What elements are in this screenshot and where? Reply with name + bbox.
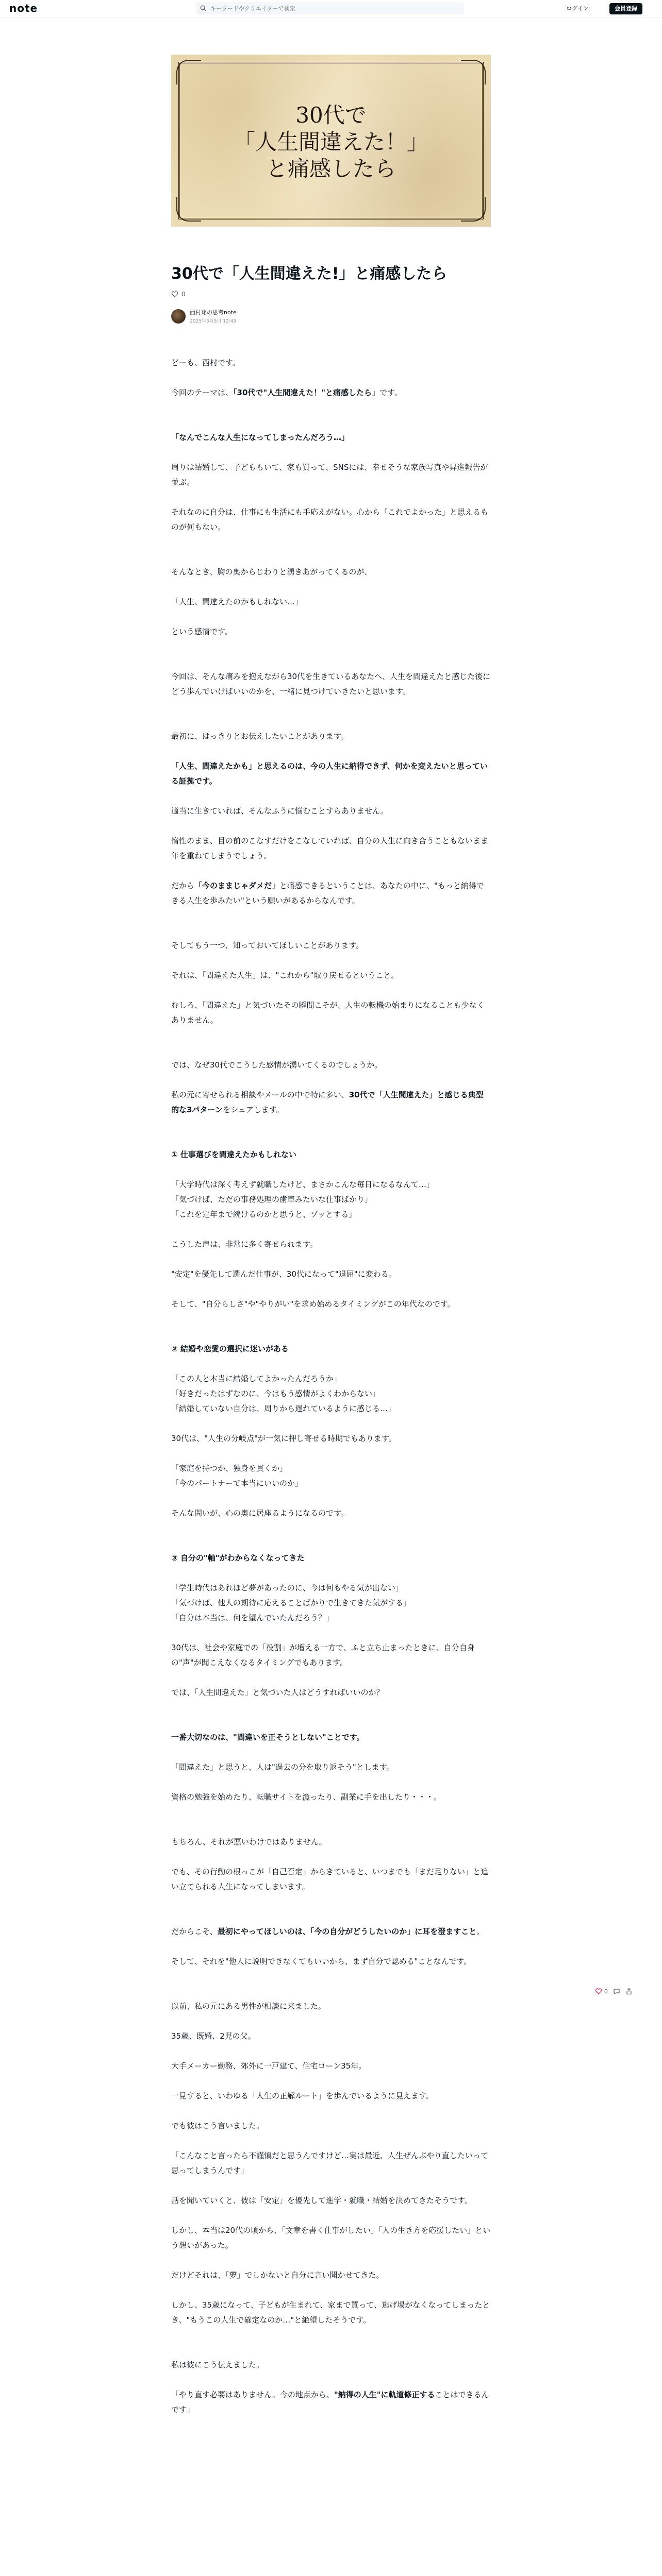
paragraph: 周りは結婚して、子どももいて、家も買って、SNSには、幸せそうな家族写真や昇進報告が並ぶ。	[171, 463, 488, 487]
quote-line: 「気づけば、他人の期待に応えることばかりで生きてきた気がする」	[171, 1598, 411, 1607]
paragraph: だから「今のままじゃダメだ」と痛感できるということは、あなたの中に、"もっと納得できる人生を歩みたい"という願いがあるからなんです。	[171, 881, 484, 905]
top-header	[0, 0, 662, 18]
article-title: 30代で「人生間違えた!」と痛感したら	[171, 265, 448, 283]
quote-line: 「学生時代はあれほど夢があったのに、今は何もやる気が出ない」	[171, 1583, 403, 1592]
post-date: 2025年3月5日 12:43	[190, 319, 237, 324]
paragraph: 一見すると、いわゆる「人生の正解ルート」を歩んでいるように見えます。	[171, 2091, 434, 2100]
paragraph: 「人生、間違えたのかもしれない…」	[171, 597, 303, 606]
author-row[interactable]	[171, 308, 237, 324]
paragraph: むしろ、「間違えた」と気づいたその瞬間こそが、人生の転機の始まりになることも少なくありません。	[171, 1001, 485, 1025]
paragraph: 惰性のまま、目の前のこなすだけをこなしていれば、自分の人生に向き合うこともないまま年を重ねてしまうでしょう。	[171, 836, 489, 860]
signup-button[interactable]: 会員登録	[609, 3, 642, 14]
paragraph-bold: 「人生、間違えたかも」と思えるのは、今の人生に納得できず、何かを変えたいと思っている証拠です。	[171, 761, 488, 786]
paragraph: そんなとき、胸の奥からじわりと湧きあがってくるのが、	[171, 567, 372, 577]
paragraph: 30代は、社会や家庭での「役割」が増える一方で、ふと立ち止まったときに、自分自身の"声"が聞こえなくなるタイミングでもあります。	[171, 1643, 475, 1667]
search-icon	[200, 5, 206, 11]
like-count: 0	[181, 291, 186, 298]
paragraph: という感情です。	[171, 627, 233, 636]
paragraph: 私の元に寄せられる相談やメールの中で特に多い、30代で「人生間違えた」と感じる典型的な3パターンをシェアします。	[171, 1090, 484, 1114]
paragraph: 適当に生きていれば、そんなふうに悩むことすらありません。	[171, 806, 388, 816]
paragraph: "安定"を優先して選んだ仕事が、30代になって"退屈"に変わる。	[171, 1269, 396, 1279]
login-button[interactable]: ログイン	[566, 5, 589, 12]
hero-corner-ornament	[461, 60, 486, 84]
paragraph: それなのに自分は、仕事にも生活にも手応えがない。心から「これでよかった」と思えるものが何もない。	[171, 507, 489, 532]
paragraph: 「間違えた」と思うと、人は"過去の分を取り返そう"とします。	[171, 1762, 394, 1772]
search-input[interactable]	[209, 5, 459, 12]
paragraph: こうした声は、非常に多く寄せられます。	[171, 1240, 318, 1249]
paragraph: しかし、35歳になって、子どもが生まれて、家まで買って、逃げ場がなくなってしまったとき、"もうこの人生で確定なのか…"と絶望したそうです。	[171, 2300, 490, 2325]
paragraph: そして、"自分らしさ"や"やりがい"を求め始めるタイミングがこの年代なのです。	[171, 1299, 455, 1309]
paragraph: 以前、私の元にある男性が相談に来ました。	[171, 2002, 326, 2011]
hero-title-text: 30代で 「人生間違えた！」 と痛感したら	[233, 103, 428, 181]
paragraph: それは、「間違えた人生」は、"これから"取り戻せるということ。	[171, 971, 399, 980]
article-body	[171, 355, 491, 2432]
heart-icon[interactable]	[171, 291, 178, 298]
floating-like-count: 0	[604, 1988, 608, 1995]
hero-corner-ornament	[176, 197, 201, 222]
paragraph: では、「人生間違えた」と気づいた人はどうすればいいのか？	[171, 1688, 384, 1697]
paragraph: でも彼はこう言いました。	[171, 2121, 264, 2130]
paragraph: 今回のテーマは、「30代で"人生間違えた！"と痛感したら」です。	[171, 388, 402, 397]
paragraph: では、なぜ30代でこうした感情が湧いてくるのでしょうか。	[171, 1060, 383, 1070]
search-bar[interactable]	[196, 2, 464, 14]
like-area[interactable]	[171, 291, 186, 298]
quote-line: 「家庭を持つか、独身を貫くか」	[171, 1464, 288, 1473]
paragraph: だからこそ、最初にやってほしいのは、「今の自分がどうしたいのか」に耳を澄ますこと。	[171, 1927, 485, 1936]
paragraph: そしてもう一つ、知っておいてほしいことがあります。	[171, 941, 364, 950]
section-heading: ③ 自分の"軸"がわからなくなってきた	[171, 1553, 305, 1563]
paragraph: でも、その行動の根っこが「自己否定」からきていると、いつまでも「まだ足りない」と追い立てられる人生になってしまいます。	[171, 1867, 489, 1891]
paragraph: 30代は、"人生の分岐点"が一気に押し寄せる時期でもあります。	[171, 1434, 396, 1443]
paragraph: 話を聞いていくと、彼は「安定」を優先して進学・就職・結婚を決めてきたそうです。	[171, 2196, 472, 2205]
paragraph: 私は彼にこう伝えました。	[171, 2360, 264, 2369]
floating-like[interactable]	[595, 1988, 608, 1995]
hero-corner-ornament	[176, 60, 201, 84]
section-heading: ① 仕事選びを間違えたかもしれない	[171, 1150, 296, 1159]
paragraph: 「やり直す必要はありません。今の地点から、"納得の人生"に軌道修正することはできるんです」	[171, 2390, 489, 2414]
paragraph: そんな問いが、心の奥に居座るようになるのです。	[171, 1509, 349, 1518]
paragraph: 最初に、はっきりとお伝えしたいことがあります。	[171, 732, 349, 741]
paragraph: だけどそれは、「夢」でしかないと自分に言い聞かせてきた。	[171, 2270, 384, 2280]
paragraph: 大手メーカー勤務、郊外に一戸建て、住宅ローン35年。	[171, 2061, 367, 2071]
paragraph: そして、それを"他人に説明できなくてもいいから、まず自分で認める"ことなんです。	[171, 1957, 472, 1966]
heart-icon[interactable]	[595, 1988, 602, 1995]
paragraph-bold: 「なんでこんな人生になってしまったんだろう…」	[171, 433, 350, 442]
quote-line: 「結婚していない自分は、周りから遅れているように感じる…」	[171, 1404, 396, 1413]
quote-line: 「今のパートナーで本当にいいのか」	[171, 1479, 303, 1488]
paragraph: 資格の勉強を始めたり、転職サイトを漁ったり、副業に手を出したり・・・。	[171, 1792, 441, 1802]
avatar[interactable]	[171, 309, 186, 324]
paragraph: もちろん、それが悪いわけではありません。	[171, 1837, 327, 1846]
paragraph: しかし、本当は20代の頃から、「文章を書く仕事がしたい」「人の生き方を応援したい」という想いがあった。	[171, 2226, 491, 2250]
quote-line: 「自分は本当は、何を望んでいたんだろう？」	[171, 1613, 334, 1622]
quote-line: 「気づけば、ただの事務処理の歯車みたいな仕事ばかり」	[171, 1195, 373, 1204]
share-icon[interactable]	[625, 1988, 633, 1995]
author-name[interactable]: 西村翔の思考note	[190, 309, 237, 316]
paragraph: 今回は、そんな痛みを抱えながら30代を生きているあなたへ、人生を間違えたと感じた後にどう歩んでいけばいいのかを、一緒に見つけていきたいと思います。	[171, 672, 491, 696]
floating-actions	[595, 1988, 633, 1995]
paragraph: 35歳、既婚、2児の父。	[171, 2031, 256, 2041]
quote-line: 「これを定年まで続けるのかと思うと、ゾッとする」	[171, 1210, 357, 1219]
hero-corner-ornament	[461, 197, 486, 222]
paragraph: 「こんなこと言ったら不謹慎だと思うんですけど…実は最近、人生ぜんぶやり直したいって思ってしまうんです」	[171, 2151, 489, 2175]
section-heading: ② 結婚や恋愛の選択に迷いがある	[171, 1344, 289, 1353]
paragraph: どーも、西村です。	[171, 358, 240, 367]
comment-icon[interactable]	[613, 1988, 620, 1995]
quote-line: 「好きだったはずなのに、今はもう感情がよくわからない」	[171, 1389, 380, 1398]
quote-line: 「大学時代は深く考えず就職したけど、まさかこんな毎日になるなんて…」	[171, 1180, 435, 1189]
quote-line: 「この人と本当に結婚してよかったんだろうか」	[171, 1374, 342, 1383]
hero-image	[171, 55, 491, 227]
paragraph: 一番大切なのは、"間違いを正そうとしない"ことです。	[171, 1733, 365, 1742]
note-logo[interactable]: note	[9, 2, 38, 14]
